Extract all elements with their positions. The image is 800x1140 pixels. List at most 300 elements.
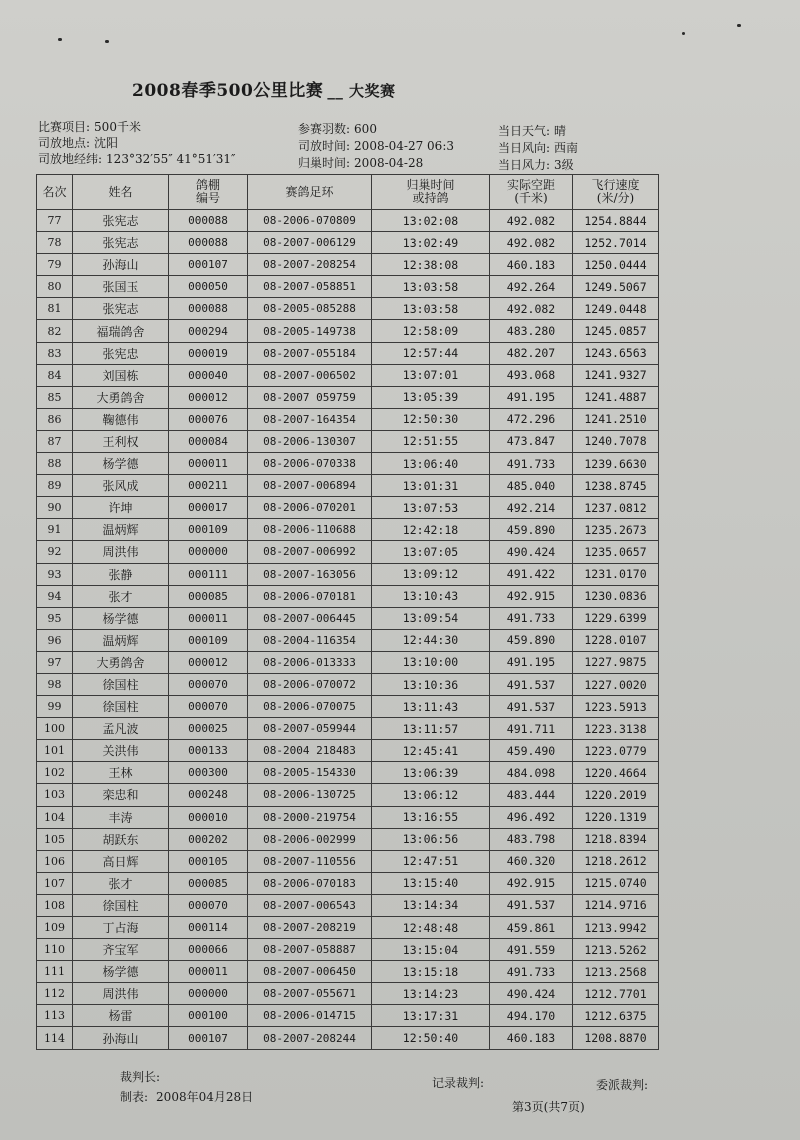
cell-rank: 107 <box>37 872 73 894</box>
cell-return-time: 13:07:01 <box>372 364 490 386</box>
cell-name: 刘国栋 <box>73 364 169 386</box>
cell-loft-id: 000111 <box>169 563 248 585</box>
table-row <box>37 696 659 718</box>
cell-ring: 08-2006-110688 <box>248 519 372 541</box>
cell-ring: 08-2007-006450 <box>248 961 372 983</box>
cell-rank: 100 <box>37 718 73 740</box>
cell-name: 杨雷 <box>73 1005 169 1027</box>
cell-ring: 08-2006-130725 <box>248 784 372 806</box>
table-row <box>37 1005 659 1027</box>
cell-name: 胡跃东 <box>73 828 169 850</box>
cell-speed: 1245.0857 <box>573 320 659 342</box>
cell-distance: 491.733 <box>490 961 573 983</box>
cell-speed: 1238.8745 <box>573 475 659 497</box>
meta-return-time: 归巢时间: 2008-04-28 <box>298 156 424 170</box>
footer-recorder: 记录裁判: <box>432 1076 485 1090</box>
cell-distance: 491.537 <box>490 696 573 718</box>
cell-rank: 111 <box>37 961 73 983</box>
cell-rank: 78 <box>37 232 73 254</box>
cell-speed: 1229.6399 <box>573 607 659 629</box>
cell-ring: 08-2005-154330 <box>248 762 372 784</box>
cell-name: 大勇鸽舍 <box>73 386 169 408</box>
cell-speed: 1252.7014 <box>573 232 659 254</box>
cell-return-time: 12:50:30 <box>372 408 490 430</box>
cell-ring: 08-2007-006992 <box>248 541 372 563</box>
cell-return-time: 13:11:57 <box>372 718 490 740</box>
cell-distance: 491.537 <box>490 894 573 916</box>
cell-name: 徐国柱 <box>73 894 169 916</box>
cell-loft-id: 000011 <box>169 453 248 475</box>
cell-name: 栾忠和 <box>73 784 169 806</box>
table-row <box>37 894 659 916</box>
title-main: 2008春季500公里比赛 <box>132 81 324 101</box>
cell-name: 丁占海 <box>73 917 169 939</box>
cell-name: 许坤 <box>73 497 169 519</box>
cell-ring: 08-2007-006894 <box>248 475 372 497</box>
cell-loft-id: 000076 <box>169 408 248 430</box>
table-row <box>37 519 659 541</box>
header-rank: 名次 <box>37 175 73 210</box>
cell-speed: 1249.5067 <box>573 276 659 298</box>
cell-return-time: 13:14:23 <box>372 983 490 1005</box>
cell-rank: 85 <box>37 386 73 408</box>
table-row <box>37 342 659 364</box>
cell-loft-id: 000012 <box>169 386 248 408</box>
cell-ring: 08-2004 218483 <box>248 740 372 762</box>
meta-wind-force: 当日风力: 3级 <box>498 158 574 172</box>
cell-return-time: 13:06:56 <box>372 828 490 850</box>
cell-loft-id: 000109 <box>169 629 248 651</box>
cell-return-time: 12:48:48 <box>372 917 490 939</box>
scan-speck <box>105 40 109 43</box>
cell-distance: 491.422 <box>490 563 573 585</box>
cell-name: 张国玉 <box>73 276 169 298</box>
footer-made: 制表: 2008年04月28日 <box>120 1090 254 1104</box>
cell-name: 孟凡波 <box>73 718 169 740</box>
cell-ring: 08-2007-208254 <box>248 254 372 276</box>
cell-ring: 08-2006-014715 <box>248 1005 372 1027</box>
cell-ring: 08-2006-070809 <box>248 210 372 232</box>
cell-return-time: 13:03:58 <box>372 276 490 298</box>
cell-name: 徐国柱 <box>73 696 169 718</box>
cell-speed: 1235.0657 <box>573 541 659 563</box>
cell-speed: 1241.2510 <box>573 408 659 430</box>
meta-project: 比赛项目: 500千米 <box>38 120 141 134</box>
cell-loft-id: 000085 <box>169 872 248 894</box>
cell-loft-id: 000088 <box>169 232 248 254</box>
table-row <box>37 939 659 961</box>
cell-rank: 105 <box>37 828 73 850</box>
cell-rank: 112 <box>37 983 73 1005</box>
cell-distance: 460.320 <box>490 850 573 872</box>
cell-speed: 1214.9716 <box>573 894 659 916</box>
cell-speed: 1228.0107 <box>573 629 659 651</box>
cell-distance: 490.424 <box>490 541 573 563</box>
table-row <box>37 784 659 806</box>
cell-rank: 110 <box>37 939 73 961</box>
cell-distance: 496.492 <box>490 806 573 828</box>
cell-speed: 1220.1319 <box>573 806 659 828</box>
results-table <box>36 174 659 1050</box>
cell-name: 张宪志 <box>73 210 169 232</box>
table-row <box>37 541 659 563</box>
cell-rank: 108 <box>37 894 73 916</box>
cell-ring: 08-2007-006502 <box>248 364 372 386</box>
meta-count: 参赛羽数: 600 <box>298 122 377 136</box>
header-distance: 实际空距 (千米) <box>490 175 573 210</box>
cell-rank: 101 <box>37 740 73 762</box>
cell-speed: 1213.5262 <box>573 939 659 961</box>
cell-name: 鞠德伟 <box>73 408 169 430</box>
cell-return-time: 13:10:43 <box>372 585 490 607</box>
cell-ring: 08-2004-116354 <box>248 629 372 651</box>
cell-loft-id: 000070 <box>169 894 248 916</box>
cell-distance: 473.847 <box>490 430 573 452</box>
cell-loft-id: 000133 <box>169 740 248 762</box>
cell-loft-id: 000114 <box>169 917 248 939</box>
cell-return-time: 12:57:44 <box>372 342 490 364</box>
cell-rank: 92 <box>37 541 73 563</box>
table-row <box>37 673 659 695</box>
scan-speck <box>682 32 685 35</box>
cell-loft-id: 000084 <box>169 430 248 452</box>
cell-loft-id: 000088 <box>169 298 248 320</box>
cell-ring: 08-2007-055671 <box>248 983 372 1005</box>
table-row <box>37 718 659 740</box>
cell-distance: 459.890 <box>490 519 573 541</box>
cell-loft-id: 000107 <box>169 1027 248 1049</box>
cell-speed: 1230.0836 <box>573 585 659 607</box>
cell-name: 杨学德 <box>73 607 169 629</box>
cell-return-time: 13:07:53 <box>372 497 490 519</box>
cell-distance: 482.207 <box>490 342 573 364</box>
cell-return-time: 12:47:51 <box>372 850 490 872</box>
cell-distance: 484.098 <box>490 762 573 784</box>
table-header-row <box>37 175 659 210</box>
cell-rank: 93 <box>37 563 73 585</box>
cell-speed: 1237.0812 <box>573 497 659 519</box>
cell-loft-id: 000066 <box>169 939 248 961</box>
cell-loft-id: 000300 <box>169 762 248 784</box>
cell-rank: 81 <box>37 298 73 320</box>
cell-distance: 491.711 <box>490 718 573 740</box>
cell-loft-id: 000000 <box>169 983 248 1005</box>
cell-return-time: 13:06:40 <box>372 453 490 475</box>
cell-return-time: 13:02:49 <box>372 232 490 254</box>
meta-release-place: 司放地点: 沈阳 <box>38 136 119 150</box>
cell-rank: 109 <box>37 917 73 939</box>
cell-name: 王林 <box>73 762 169 784</box>
cell-name: 周洪伟 <box>73 983 169 1005</box>
cell-loft-id: 000011 <box>169 607 248 629</box>
cell-distance: 492.264 <box>490 276 573 298</box>
cell-ring: 08-2007-058851 <box>248 276 372 298</box>
cell-return-time: 13:03:58 <box>372 298 490 320</box>
cell-speed: 1223.0779 <box>573 740 659 762</box>
cell-return-time: 12:58:09 <box>372 320 490 342</box>
cell-return-time: 13:15:18 <box>372 961 490 983</box>
cell-rank: 94 <box>37 585 73 607</box>
table-row <box>37 806 659 828</box>
table-row <box>37 254 659 276</box>
cell-distance: 460.183 <box>490 254 573 276</box>
cell-rank: 90 <box>37 497 73 519</box>
cell-name: 杨学德 <box>73 961 169 983</box>
cell-distance: 491.195 <box>490 386 573 408</box>
cell-speed: 1227.9875 <box>573 651 659 673</box>
cell-speed: 1218.8394 <box>573 828 659 850</box>
cell-ring: 08-2007-208219 <box>248 917 372 939</box>
cell-name: 张宪志 <box>73 232 169 254</box>
cell-return-time: 13:07:05 <box>372 541 490 563</box>
cell-distance: 494.170 <box>490 1005 573 1027</box>
cell-ring: 08-2007-208244 <box>248 1027 372 1049</box>
cell-name: 杨学德 <box>73 453 169 475</box>
cell-name: 大勇鸽舍 <box>73 651 169 673</box>
cell-distance: 492.214 <box>490 497 573 519</box>
table-row <box>37 475 659 497</box>
cell-return-time: 12:45:41 <box>372 740 490 762</box>
cell-rank: 104 <box>37 806 73 828</box>
cell-distance: 483.280 <box>490 320 573 342</box>
cell-ring: 08-2006-002999 <box>248 828 372 850</box>
table-row <box>37 408 659 430</box>
table-row <box>37 850 659 872</box>
cell-speed: 1227.0020 <box>573 673 659 695</box>
cell-rank: 77 <box>37 210 73 232</box>
meta-wind-direction: 当日风向: 西南 <box>498 141 579 155</box>
cell-return-time: 13:06:39 <box>372 762 490 784</box>
cell-ring: 08-2006-070201 <box>248 497 372 519</box>
cell-return-time: 13:06:12 <box>372 784 490 806</box>
page-title <box>132 76 396 101</box>
header-speed: 飞行速度 (米/分) <box>573 175 659 210</box>
cell-speed: 1213.9942 <box>573 917 659 939</box>
cell-distance: 492.082 <box>490 232 573 254</box>
cell-distance: 491.559 <box>490 939 573 961</box>
table-row <box>37 210 659 232</box>
header-time: 归巢时间 或持鸽 <box>372 175 490 210</box>
cell-name: 张才 <box>73 872 169 894</box>
cell-name: 福瑞鸽舍 <box>73 320 169 342</box>
cell-loft-id: 000017 <box>169 497 248 519</box>
cell-ring: 08-2006-130307 <box>248 430 372 452</box>
cell-return-time: 13:11:43 <box>372 696 490 718</box>
cell-ring: 08-2006-070338 <box>248 453 372 475</box>
table-row <box>37 298 659 320</box>
cell-rank: 96 <box>37 629 73 651</box>
title-tail: __ 大奖赛 <box>327 82 396 100</box>
footer-page-number: 第3页(共7页) <box>512 1100 585 1114</box>
cell-speed: 1212.6375 <box>573 1005 659 1027</box>
table-row <box>37 453 659 475</box>
cell-loft-id: 000025 <box>169 718 248 740</box>
table-row <box>37 585 659 607</box>
cell-speed: 1231.0170 <box>573 563 659 585</box>
cell-rank: 102 <box>37 762 73 784</box>
cell-loft-id: 000070 <box>169 696 248 718</box>
scan-speck <box>58 38 62 41</box>
table-row <box>37 232 659 254</box>
cell-ring: 08-2007-164354 <box>248 408 372 430</box>
cell-speed: 1218.2612 <box>573 850 659 872</box>
table-row <box>37 386 659 408</box>
table-row <box>37 740 659 762</box>
cell-name: 张才 <box>73 585 169 607</box>
cell-distance: 491.195 <box>490 651 573 673</box>
cell-return-time: 12:51:55 <box>372 430 490 452</box>
cell-return-time: 13:10:00 <box>372 651 490 673</box>
cell-loft-id: 000109 <box>169 519 248 541</box>
cell-ring: 08-2007-110556 <box>248 850 372 872</box>
cell-name: 高日辉 <box>73 850 169 872</box>
cell-return-time: 13:02:08 <box>372 210 490 232</box>
cell-ring: 08-2006-070072 <box>248 673 372 695</box>
cell-name: 徐国柱 <box>73 673 169 695</box>
cell-rank: 99 <box>37 696 73 718</box>
cell-rank: 88 <box>37 453 73 475</box>
cell-distance: 492.915 <box>490 585 573 607</box>
cell-return-time: 13:16:55 <box>372 806 490 828</box>
cell-rank: 97 <box>37 651 73 673</box>
cell-rank: 91 <box>37 519 73 541</box>
cell-rank: 89 <box>37 475 73 497</box>
header-ring: 赛鸽足环 <box>248 175 372 210</box>
cell-speed: 1220.2019 <box>573 784 659 806</box>
footer-referee: 裁判长: <box>120 1070 161 1084</box>
cell-return-time: 13:15:40 <box>372 872 490 894</box>
cell-loft-id: 000050 <box>169 276 248 298</box>
cell-return-time: 13:09:54 <box>372 607 490 629</box>
cell-loft-id: 000248 <box>169 784 248 806</box>
cell-return-time: 13:15:04 <box>372 939 490 961</box>
cell-return-time: 13:17:31 <box>372 1005 490 1027</box>
cell-speed: 1249.0448 <box>573 298 659 320</box>
cell-ring: 08-2007-006129 <box>248 232 372 254</box>
cell-distance: 472.296 <box>490 408 573 430</box>
cell-distance: 491.537 <box>490 673 573 695</box>
cell-ring: 08-2007-006445 <box>248 607 372 629</box>
cell-rank: 95 <box>37 607 73 629</box>
cell-ring: 08-2006-070075 <box>248 696 372 718</box>
cell-rank: 114 <box>37 1027 73 1049</box>
cell-ring: 08-2007-059944 <box>248 718 372 740</box>
cell-loft-id: 000011 <box>169 961 248 983</box>
table-row <box>37 364 659 386</box>
cell-rank: 103 <box>37 784 73 806</box>
cell-loft-id: 000000 <box>169 541 248 563</box>
cell-distance: 459.890 <box>490 629 573 651</box>
cell-distance: 492.082 <box>490 210 573 232</box>
cell-rank: 83 <box>37 342 73 364</box>
cell-speed: 1213.2568 <box>573 961 659 983</box>
cell-return-time: 13:09:12 <box>372 563 490 585</box>
cell-loft-id: 000070 <box>169 673 248 695</box>
cell-ring: 08-2006-070181 <box>248 585 372 607</box>
cell-rank: 87 <box>37 430 73 452</box>
cell-rank: 106 <box>37 850 73 872</box>
cell-return-time: 13:05:39 <box>372 386 490 408</box>
cell-ring: 08-2006-013333 <box>248 651 372 673</box>
cell-name: 温炳辉 <box>73 629 169 651</box>
cell-return-time: 13:10:36 <box>372 673 490 695</box>
cell-distance: 459.490 <box>490 740 573 762</box>
table-row <box>37 762 659 784</box>
table-row <box>37 563 659 585</box>
table-row <box>37 497 659 519</box>
footer-delegate: 委派裁判: <box>596 1078 649 1092</box>
cell-speed: 1208.8870 <box>573 1027 659 1049</box>
cell-distance: 492.082 <box>490 298 573 320</box>
meta-release-time: 司放时间: 2008-04-27 06:3 <box>298 139 454 153</box>
cell-loft-id: 000100 <box>169 1005 248 1027</box>
cell-rank: 113 <box>37 1005 73 1027</box>
cell-speed: 1212.7701 <box>573 983 659 1005</box>
table-row <box>37 320 659 342</box>
cell-distance: 491.733 <box>490 453 573 475</box>
cell-name: 温炳辉 <box>73 519 169 541</box>
cell-speed: 1239.6630 <box>573 453 659 475</box>
table-row <box>37 276 659 298</box>
cell-return-time: 13:14:34 <box>372 894 490 916</box>
cell-ring: 08-2007 059759 <box>248 386 372 408</box>
cell-rank: 98 <box>37 673 73 695</box>
table-row <box>37 983 659 1005</box>
cell-loft-id: 000019 <box>169 342 248 364</box>
cell-name: 齐宝军 <box>73 939 169 961</box>
cell-speed: 1254.8844 <box>573 210 659 232</box>
cell-return-time: 12:42:18 <box>372 519 490 541</box>
cell-speed: 1220.4664 <box>573 762 659 784</box>
cell-distance: 483.444 <box>490 784 573 806</box>
cell-distance: 460.183 <box>490 1027 573 1049</box>
table-row <box>37 828 659 850</box>
cell-loft-id: 000294 <box>169 320 248 342</box>
cell-distance: 493.068 <box>490 364 573 386</box>
cell-return-time: 12:44:30 <box>372 629 490 651</box>
cell-rank: 86 <box>37 408 73 430</box>
cell-rank: 82 <box>37 320 73 342</box>
header-loft: 鸽棚 编号 <box>169 175 248 210</box>
cell-loft-id: 000088 <box>169 210 248 232</box>
cell-ring: 08-2007-006543 <box>248 894 372 916</box>
cell-speed: 1235.2673 <box>573 519 659 541</box>
cell-loft-id: 000107 <box>169 254 248 276</box>
cell-distance: 459.861 <box>490 917 573 939</box>
cell-loft-id: 000010 <box>169 806 248 828</box>
cell-distance: 485.040 <box>490 475 573 497</box>
header-name: 姓名 <box>73 175 169 210</box>
table-row <box>37 1027 659 1049</box>
cell-ring: 08-2007-055184 <box>248 342 372 364</box>
cell-speed: 1241.9327 <box>573 364 659 386</box>
meta-coords: 司放地经纬: 123°32′55″ 41°51′31″ <box>38 152 236 166</box>
cell-distance: 491.733 <box>490 607 573 629</box>
cell-rank: 79 <box>37 254 73 276</box>
scan-speck <box>737 24 741 27</box>
cell-ring: 08-2006-070183 <box>248 872 372 894</box>
cell-name: 关洪伟 <box>73 740 169 762</box>
cell-distance: 492.915 <box>490 872 573 894</box>
cell-rank: 80 <box>37 276 73 298</box>
meta-weather: 当日天气: 晴 <box>498 124 567 138</box>
cell-speed: 1240.7078 <box>573 430 659 452</box>
table-row <box>37 651 659 673</box>
cell-name: 孙海山 <box>73 254 169 276</box>
cell-loft-id: 000012 <box>169 651 248 673</box>
cell-name: 周洪伟 <box>73 541 169 563</box>
cell-name: 张风成 <box>73 475 169 497</box>
